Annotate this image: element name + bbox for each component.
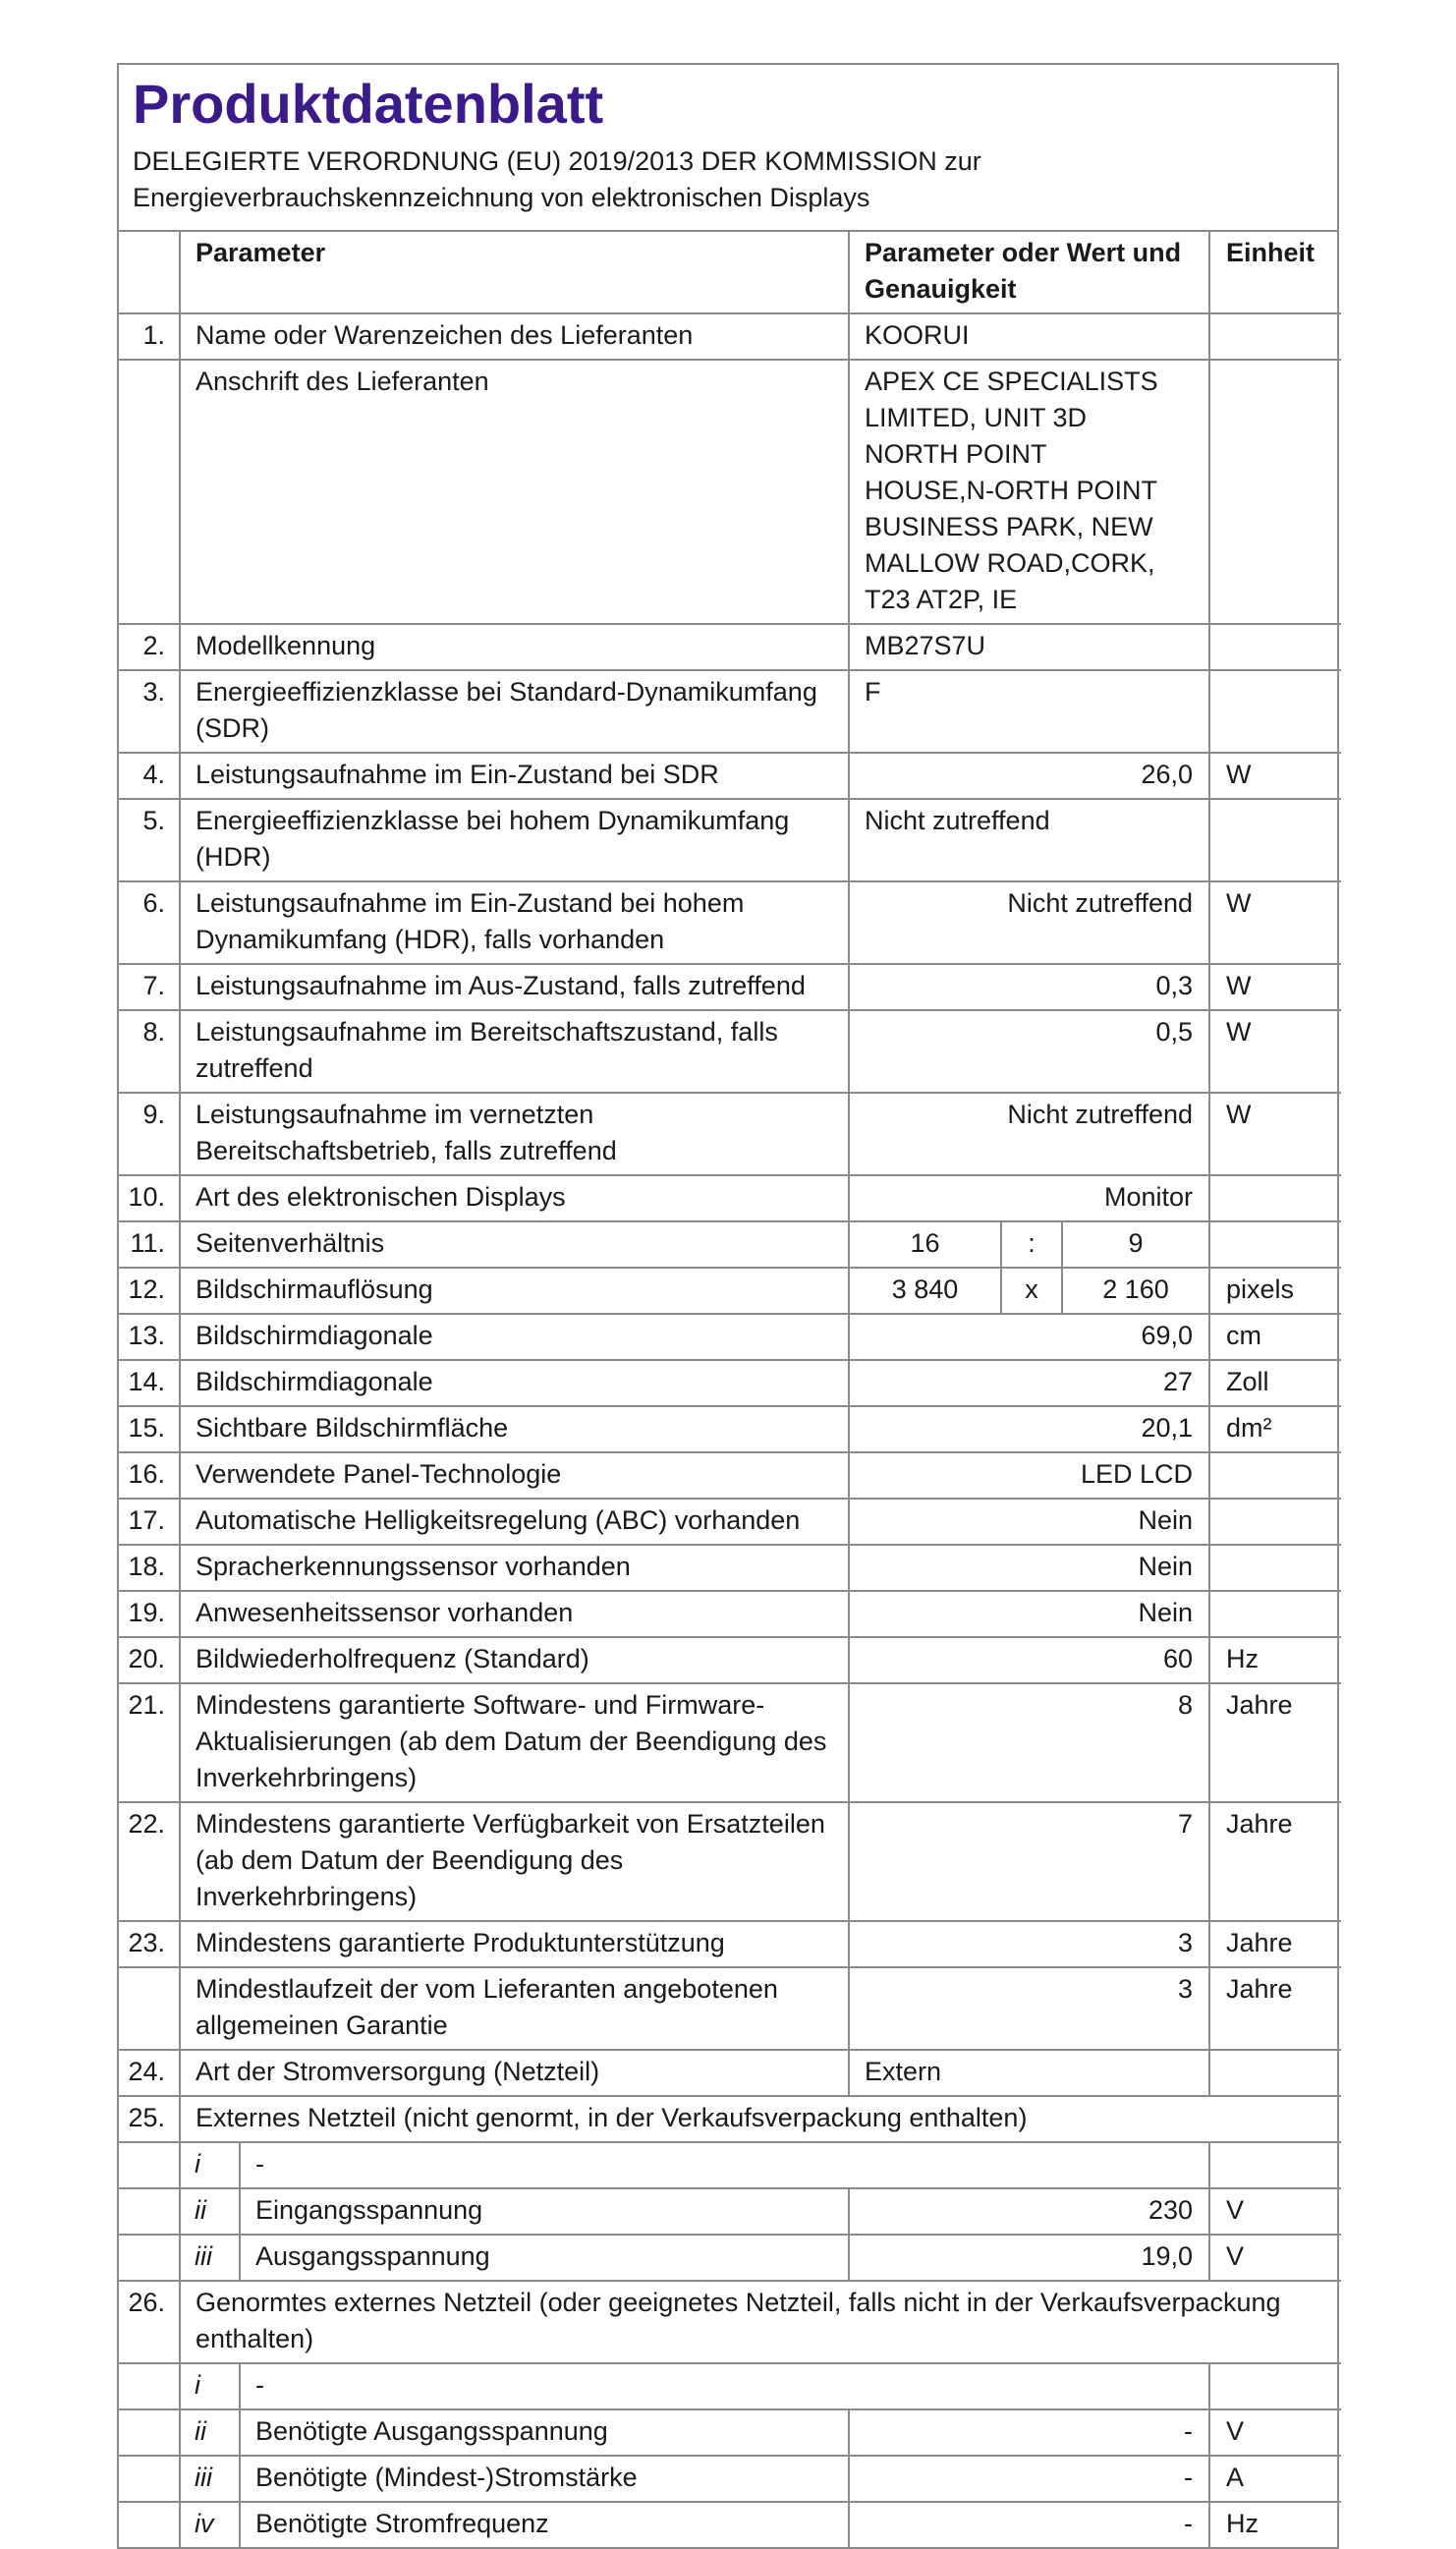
row-number: 15. xyxy=(119,1406,180,1452)
row-label: Energieeffizienzklasse bei Standard-Dynamikumfang (SDR) xyxy=(180,670,849,753)
row-value: 7 xyxy=(849,1802,1209,1921)
sub-row xyxy=(119,2456,1341,2502)
row-unit: Zoll xyxy=(1209,1360,1341,1406)
sub-row xyxy=(119,2363,1341,2409)
row-unit: W xyxy=(1209,1010,1341,1093)
page-title: Produktdatenblatt xyxy=(133,73,604,135)
row-number: 11. xyxy=(119,1221,180,1268)
sub-row-index: ii xyxy=(180,2409,240,2456)
row-label: Bildschirmdiagonale xyxy=(180,1360,849,1406)
supplier-address: APEX CE SPECIALISTS LIMITED, UNIT 3D NORTH POINT HOUSE,N-ORTH POINT BUSINESS PARK, NEW MALLOW ROAD,CORK, T23 AT2P, IE xyxy=(849,360,1209,624)
row-unit xyxy=(1209,670,1341,753)
sub-row-unit: V xyxy=(1209,2235,1341,2281)
row-number: 4. xyxy=(119,753,180,799)
sub-row-label: Ausgangsspannung xyxy=(240,2235,849,2281)
row-label: Verwendete Panel-Technologie xyxy=(180,1452,849,1499)
row-label: Leistungsaufnahme im vernetzten Bereitschaftsbetrieb, falls zutreffend xyxy=(180,1093,849,1175)
sub-row-index: ii xyxy=(180,2188,240,2235)
row-unit xyxy=(1209,1545,1341,1591)
row-unit: W xyxy=(1209,881,1341,964)
table-row xyxy=(119,2050,1341,2096)
row-unit: dm² xyxy=(1209,1406,1341,1452)
row-value: Nicht zutreffend xyxy=(849,799,1209,881)
row-value: 3 xyxy=(849,1967,1209,2050)
row-unit xyxy=(1209,1499,1341,1545)
row-label: Modellkennung xyxy=(180,624,849,670)
row-unit: pixels xyxy=(1209,1268,1341,1314)
row-number: 5. xyxy=(119,799,180,881)
row-value: F xyxy=(849,670,1209,753)
sub-row-value: 230 xyxy=(849,2188,1209,2235)
row-unit xyxy=(1209,360,1341,624)
row-number: 9. xyxy=(119,1093,180,1175)
row-number xyxy=(119,1967,180,2050)
table-row xyxy=(119,2096,1341,2142)
row-label: Bildwiederholfrequenz (Standard) xyxy=(180,1637,849,1683)
row-label: Spracherkennungssensor vorhanden xyxy=(180,1545,849,1591)
table-row xyxy=(119,1545,1341,1591)
row-unit: Jahre xyxy=(1209,1802,1341,1921)
regulation-line-2: Energieverbrauchskennzeichnung von elektronischen Displays xyxy=(133,183,870,212)
row-label: Anwesenheitssensor vorhanden xyxy=(180,1591,849,1637)
sub-row-index: i xyxy=(180,2142,240,2188)
row-label: Bildschirmauflösung xyxy=(180,1268,849,1314)
header-num-cell xyxy=(119,232,180,313)
table-row xyxy=(119,360,1341,624)
sub-row-index: i xyxy=(180,2363,240,2409)
row-label: Bildschirmdiagonale xyxy=(180,1314,849,1360)
sub-row xyxy=(119,2409,1341,2456)
sub-row-label: - xyxy=(240,2363,1209,2409)
row-number: 18. xyxy=(119,1545,180,1591)
table-row xyxy=(119,1010,1341,1093)
sub-row-label: Benötigte Ausgangsspannung xyxy=(240,2409,849,2456)
table-row xyxy=(119,1452,1341,1499)
row-unit: Jahre xyxy=(1209,1967,1341,2050)
row-value: Nein xyxy=(849,1545,1209,1591)
header-unit: Einheit xyxy=(1209,232,1341,313)
sub-row-unit: A xyxy=(1209,2456,1341,2502)
row-number: 26. xyxy=(119,2281,180,2363)
table-row xyxy=(119,1268,1341,1314)
row-value: Nein xyxy=(849,1499,1209,1545)
empty-cell xyxy=(119,2409,180,2456)
empty-cell xyxy=(119,2363,180,2409)
row-unit: Hz xyxy=(1209,1637,1341,1683)
sub-row-label: Eingangsspannung xyxy=(240,2188,849,2235)
row-unit: W xyxy=(1209,753,1341,799)
row-number: 12. xyxy=(119,1268,180,1314)
resolution-separator: x xyxy=(1001,1268,1062,1314)
aspect-height: 9 xyxy=(1062,1221,1209,1268)
row-unit xyxy=(1209,1452,1341,1499)
table-row xyxy=(119,1802,1341,1921)
table-row xyxy=(119,1637,1341,1683)
row-number xyxy=(119,360,180,624)
header-parameter: Parameter xyxy=(180,232,849,313)
row-value: Monitor xyxy=(849,1175,1209,1221)
row-value: LED LCD xyxy=(849,1452,1209,1499)
row-number: 24. xyxy=(119,2050,180,2096)
table-row xyxy=(119,1406,1341,1452)
table-row xyxy=(119,624,1341,670)
row-unit xyxy=(1209,2050,1341,2096)
row-unit: cm xyxy=(1209,1314,1341,1360)
row-value: Nicht zutreffend xyxy=(849,881,1209,964)
row-value: 69,0 xyxy=(849,1314,1209,1360)
row-number: 13. xyxy=(119,1314,180,1360)
row-value: Extern xyxy=(849,2050,1209,2096)
row-number: 6. xyxy=(119,881,180,964)
empty-cell xyxy=(119,2235,180,2281)
table-row xyxy=(119,1175,1341,1221)
sub-row-unit: Hz xyxy=(1209,2502,1341,2547)
parameter-table xyxy=(119,232,1341,2547)
sub-row-unit: V xyxy=(1209,2409,1341,2456)
row-label: Energieeffizienzklasse bei hohem Dynamikumfang (HDR) xyxy=(180,799,849,881)
table-row xyxy=(119,1683,1341,1802)
sub-row-label: Benötigte (Mindest-)Stromstärke xyxy=(240,2456,849,2502)
empty-cell xyxy=(119,2188,180,2235)
row-label: Mindestlaufzeit der vom Lieferanten angebotenen allgemeinen Garantie xyxy=(180,1967,849,2050)
table-row xyxy=(119,313,1341,360)
row-number: 25. xyxy=(119,2096,180,2142)
row-value: 27 xyxy=(849,1360,1209,1406)
row-label: Art der Stromversorgung (Netzteil) xyxy=(180,2050,849,2096)
table-row xyxy=(119,1499,1341,1545)
table-row xyxy=(119,1921,1341,1967)
row-unit xyxy=(1209,624,1341,670)
table-row xyxy=(119,1314,1341,1360)
section-label: Genormtes externes Netzteil (oder geeignetes Netzteil, falls nicht in der Verkaufsverpackung enthalten) xyxy=(180,2281,1341,2363)
sub-row-index: iii xyxy=(180,2456,240,2502)
row-unit xyxy=(1209,799,1341,881)
table-row xyxy=(119,1360,1341,1406)
empty-cell xyxy=(119,2456,180,2502)
table-header-row xyxy=(119,232,1341,313)
row-value: Nicht zutreffend xyxy=(849,1093,1209,1175)
row-unit: W xyxy=(1209,964,1341,1010)
sub-row xyxy=(119,2235,1341,2281)
row-number: 7. xyxy=(119,964,180,1010)
row-number: 1. xyxy=(119,313,180,360)
table-row xyxy=(119,1093,1341,1175)
table-row xyxy=(119,1591,1341,1637)
table-row xyxy=(119,2281,1341,2363)
table-row xyxy=(119,1221,1341,1268)
table-row xyxy=(119,881,1341,964)
aspect-separator: : xyxy=(1001,1221,1062,1268)
row-value: 8 xyxy=(849,1683,1209,1802)
row-number: 17. xyxy=(119,1499,180,1545)
empty-cell xyxy=(119,2142,180,2188)
table-row xyxy=(119,799,1341,881)
row-unit xyxy=(1209,1591,1341,1637)
row-value: 0,3 xyxy=(849,964,1209,1010)
row-label: Anschrift des Lieferanten xyxy=(180,360,849,624)
row-label: Seitenverhältnis xyxy=(180,1221,849,1268)
row-label: Leistungsaufnahme im Ein-Zustand bei SDR xyxy=(180,753,849,799)
sub-row xyxy=(119,2142,1341,2188)
resolution-width: 3 840 xyxy=(849,1268,1001,1314)
row-unit xyxy=(1209,313,1341,360)
sub-row-value: - xyxy=(849,2409,1209,2456)
row-number: 10. xyxy=(119,1175,180,1221)
sub-row-index: iii xyxy=(180,2235,240,2281)
row-value: Nein xyxy=(849,1591,1209,1637)
table-row xyxy=(119,670,1341,753)
sub-row xyxy=(119,2188,1341,2235)
row-label: Art des elektronischen Displays xyxy=(180,1175,849,1221)
row-unit xyxy=(1209,1221,1341,1268)
row-number: 3. xyxy=(119,670,180,753)
row-label: Name oder Warenzeichen des Lieferanten xyxy=(180,313,849,360)
section-label: Externes Netzteil (nicht genormt, in der Verkaufsverpackung enthalten) xyxy=(180,2096,1341,2142)
row-label: Sichtbare Bildschirmfläche xyxy=(180,1406,849,1452)
sub-row xyxy=(119,2502,1341,2547)
sub-row-label: - xyxy=(240,2142,1209,2188)
row-value: KOORUI xyxy=(849,313,1209,360)
row-value: 0,5 xyxy=(849,1010,1209,1093)
row-value: 20,1 xyxy=(849,1406,1209,1452)
row-label: Mindestens garantierte Produktunterstützung xyxy=(180,1921,849,1967)
row-label: Leistungsaufnahme im Aus-Zustand, falls zutreffend xyxy=(180,964,849,1010)
row-value: MB27S7U xyxy=(849,624,1209,670)
row-number: 21. xyxy=(119,1683,180,1802)
row-label: Leistungsaufnahme im Ein-Zustand bei hohem Dynamikumfang (HDR), falls vorhanden xyxy=(180,881,849,964)
resolution-height: 2 160 xyxy=(1062,1268,1209,1314)
sub-row-value: 19,0 xyxy=(849,2235,1209,2281)
aspect-width: 16 xyxy=(849,1221,1001,1268)
row-number: 23. xyxy=(119,1921,180,1967)
row-unit: Jahre xyxy=(1209,1921,1341,1967)
row-number: 16. xyxy=(119,1452,180,1499)
row-number: 8. xyxy=(119,1010,180,1093)
product-data-sheet xyxy=(117,63,1339,2549)
sheet-header xyxy=(119,65,1337,232)
table-row xyxy=(119,964,1341,1010)
row-value: 60 xyxy=(849,1637,1209,1683)
row-label: Mindestens garantierte Verfügbarkeit von Ersatzteilen (ab dem Datum der Beendigung des Inverkehrbringens) xyxy=(180,1802,849,1921)
row-unit xyxy=(1209,1175,1341,1221)
row-value: 3 xyxy=(849,1921,1209,1967)
sub-row-value: - xyxy=(849,2456,1209,2502)
sub-row-unit: V xyxy=(1209,2188,1341,2235)
row-value: 26,0 xyxy=(849,753,1209,799)
regulation-line-1: DELEGIERTE VERORDNUNG (EU) 2019/2013 DER KOMMISSION zur xyxy=(133,146,981,176)
sub-row-index: iv xyxy=(180,2502,240,2547)
table-row xyxy=(119,753,1341,799)
sub-row-value: - xyxy=(849,2502,1209,2547)
row-label: Mindestens garantierte Software- und Firmware-Aktualisierungen (ab dem Datum der Beendigung des Inverkehrbringens) xyxy=(180,1683,849,1802)
sub-row-label: Benötigte Stromfrequenz xyxy=(240,2502,849,2547)
row-number: 19. xyxy=(119,1591,180,1637)
empty-cell xyxy=(1209,2142,1341,2188)
row-number: 20. xyxy=(119,1637,180,1683)
empty-cell xyxy=(1209,2363,1341,2409)
row-unit: W xyxy=(1209,1093,1341,1175)
row-unit: Jahre xyxy=(1209,1683,1341,1802)
row-number: 22. xyxy=(119,1802,180,1921)
row-number: 14. xyxy=(119,1360,180,1406)
table-row xyxy=(119,1967,1341,2050)
header-value: Parameter oder Wert und Genauigkeit xyxy=(849,232,1209,313)
row-label: Leistungsaufnahme im Bereitschaftszustand, falls zutreffend xyxy=(180,1010,849,1093)
row-number: 2. xyxy=(119,624,180,670)
empty-cell xyxy=(119,2502,180,2547)
row-label: Automatische Helligkeitsregelung (ABC) vorhanden xyxy=(180,1499,849,1545)
